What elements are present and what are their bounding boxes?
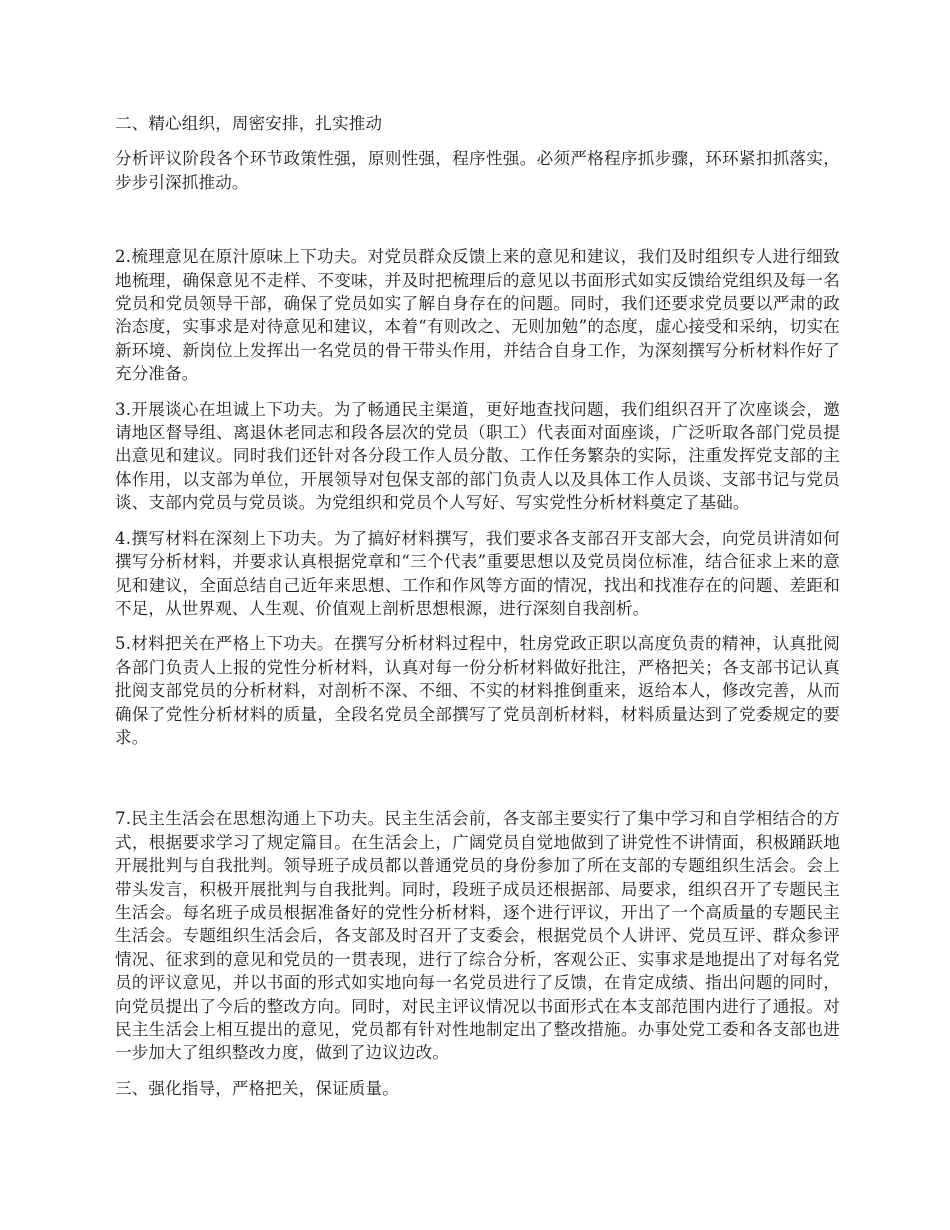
document-body bbox=[115, 112, 840, 1112]
section-2-intro: 分析评议阶段各个环节政策性强，原则性强，程序性强。必须严格程序抓步骤，环环紧扣抓落实，步步引深抓推动。 bbox=[115, 149, 840, 192]
item-5-paragraph: 5.材料把关在严格上下功夫。在撰写分析材料过程中，牡房党政正职以高度负责的精神，认真批阅各部门负责人上报的党性分析材料，认真对每一份分析材料做好批注，严格把关；各支部书记认真批阅支部党员的分析材料，对剖析不深、不细、不实的材料推倒重来，返给本人，修改完善，从而确保了党性分析材料的质量，全段名党员全部撰写了党员剖析材料，材料质量达到了党委规定的要求。 bbox=[115, 634, 840, 747]
section-3-heading: 三、强化指导，严格把关，保证质量。 bbox=[115, 1078, 399, 1098]
section-2-heading: 二、精心组织，周密安排，扎实推动 bbox=[115, 114, 383, 133]
item-2-paragraph: 2.梳理意见在原汁原味上下功夫。对党员群众反馈上来的意见和建议，我们及时组织专人进行细致地梳理，确保意见不走样、不变味，并及时把梳理后的意见以书面形式如实反馈给党组织及每一名党员和党员领导干部，确保了党员如实了解自身存在的问题。同时，我们还要求党员要以严肃的政治态度，实事求是对待意见和建议，本着“有则改之、无则加勉”的态度，虚心接受和采纳，切实在新环境、新岗位上发挥出一名党员的骨干带头作用，并结合自身工作，为深刻撰写分析材料作好了充分准备。 bbox=[115, 247, 840, 384]
item-3-paragraph: 3.开展谈心在坦诚上下功夫。为了畅通民主渠道，更好地查找问题，我们组织召开了次座谈会，邀请地区督导组、离退休老同志和段各层次的党员（职工）代表面对面座谈，广泛听取各部门党员提出意见和建议。同时我们还针对各分段工作人员分散、工作任务繁杂的实际，注重发挥党支部的主体作用，以支部为单位，开展领导对包保支部的部门负责人以及具体工作人员谈、支部书记与党员谈、支部内党员与党员谈。为党组织和党员个人写好、写实党性分析材料奠定了基础。 bbox=[115, 399, 840, 513]
item-7-paragraph: 7.民主生活会在思想沟通上下功夫。民主生活会前，各支部主要实行了集中学习和自学相结合的方式，根据要求学习了规定篇目。在生活会上，广阔党员自觉地做到了讲党性不讲情面，积极踊跃地开展批判与自我批判。领导班子成员都以普通党员的身份参加了所在支部的专题组织生活会。会上带头发言，积极开展批判与自我批判。同时，段班子成员还根据部、局要求，组织召开了专题民主生活会。每名班子成员根据准备好的党性分析材料，逐个进行评议，开出了一个高质量的专题民主生活会。专题组织生活会后，各支部及时召开了支委会，根据党员个人讲评、党员互评、群众参评情况、征求到的意见和党员的一贯表现，进行了综合分析，客观公正、实事求是地提出了对每名党员的评议意见，并以书面的形式如实地向每一名党员进行了反馈，在肯定成绩、指出问题的同时，向党员提出了今后的整改方向。同时，对民主评议情况以书面形式在本支部范围内进行了通报。对民主生活会上相互提出的意见，党员都有针对性地制定出了整改措施。办事处党工委和各支部也进一步加大了组织整改力度，做到了边议边改。 bbox=[115, 809, 840, 1063]
item-4-paragraph: 4.撰写材料在深刻上下功夫。为了搞好材料撰写，我们要求各支部召开支部大会，向党员讲清如何撰写分析材料，并要求认真根据党章和“三个代表”重要思想以及党员岗位标准，结合征求上来的意见和建议，全面总结自己近年来思想、工作和作风等方面的情况，找出和找准存在的问题、差距和不足，从世界观、人生观、价值观上剖析思想根源，进行深刻自我剖析。 bbox=[115, 528, 840, 618]
